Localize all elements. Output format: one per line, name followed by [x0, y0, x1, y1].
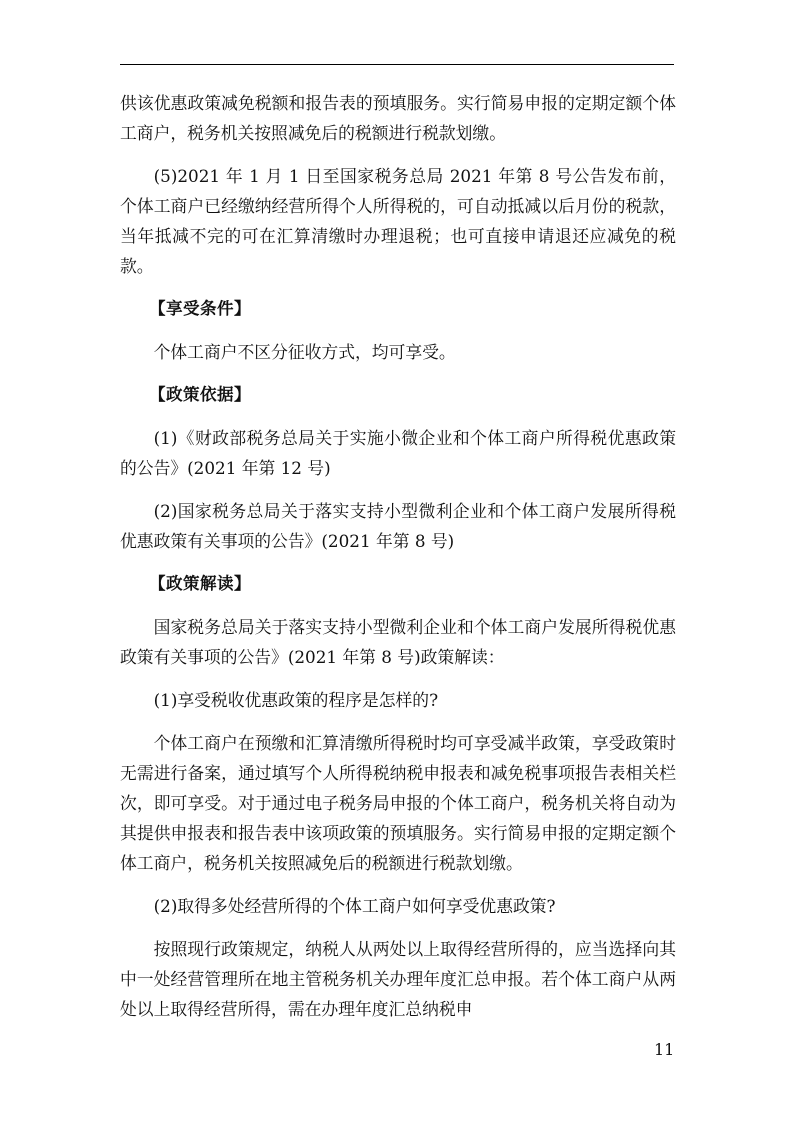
paragraph-basis-1: (1)《财政部税务总局关于实施小微企业和个体工商户所得税优惠政策的公告》(2021 年第 12 号)	[120, 428, 676, 478]
section-heading-interpretation: 【政策解读】	[149, 574, 251, 593]
section-heading-conditions: 【享受条件】	[149, 299, 251, 318]
paragraph-answer-2: 按照现行政策规定，纳税人从两处以上取得经营所得的，应当选择向其中一处经营管理所在地主管税务机关办理年度汇总申报。若个体工商户从两处以上取得经营所得，需在办理年度汇总纳税申	[120, 939, 676, 1019]
paragraph-answer-1: 个体工商户在预缴和汇算清缴所得税时均可享受减半政策，享受政策时无需进行备案，通过填写个人所得税纳税申报表和减免税事项报告表相关栏次，即可享受。对于通过电子税务局申报的个体工商户，税务机关将自动为其提供申报表和报告表中该项政策的预填服务。实行简易申报的定期定额个体工商户，税务机关按照减免后的税额进行税款划缴。	[120, 733, 676, 873]
document-body	[120, 88, 676, 1037]
paragraph-basis-2: (2)国家税务总局关于落实支持小型微利企业和个体工商户发展所得税优惠政策有关事项的公告》(2021 年第 8 号)	[120, 501, 676, 551]
paragraph-continued: 供该优惠政策减免税额和报告表的预填服务。实行简易申报的定期定额个体工商户，税务机关按照减免后的税额进行税款划缴。	[120, 93, 676, 143]
paragraph-item-5: (5)2021 年 1 月 1 日至国家税务总局 2021 年第 8 号公告发布前，个体工商户已经缴纳经营所得个人所得税的，可自动抵减以后月份的税款，当年抵减不完的可在汇算清缴时办理退税；也可直接申请退还应减免的税款。	[120, 166, 676, 276]
paragraph-question-2: (2)取得多处经营所得的个体工商户如何享受优惠政策?	[153, 896, 556, 916]
page-number: 11	[654, 1040, 675, 1059]
section-heading-basis: 【政策依据】	[149, 385, 251, 404]
paragraph-question-1: (1)享受税收优惠政策的程序是怎样的?	[153, 690, 439, 710]
paragraph-interpretation-intro: 国家税务总局关于落实支持小型微利企业和个体工商户发展所得税优惠政策有关事项的公告》(2021 年第 8 号)政策解读：	[120, 617, 676, 667]
header-rule	[120, 64, 674, 65]
paragraph-conditions: 个体工商户不区分征收方式，均可享受。	[153, 342, 456, 362]
